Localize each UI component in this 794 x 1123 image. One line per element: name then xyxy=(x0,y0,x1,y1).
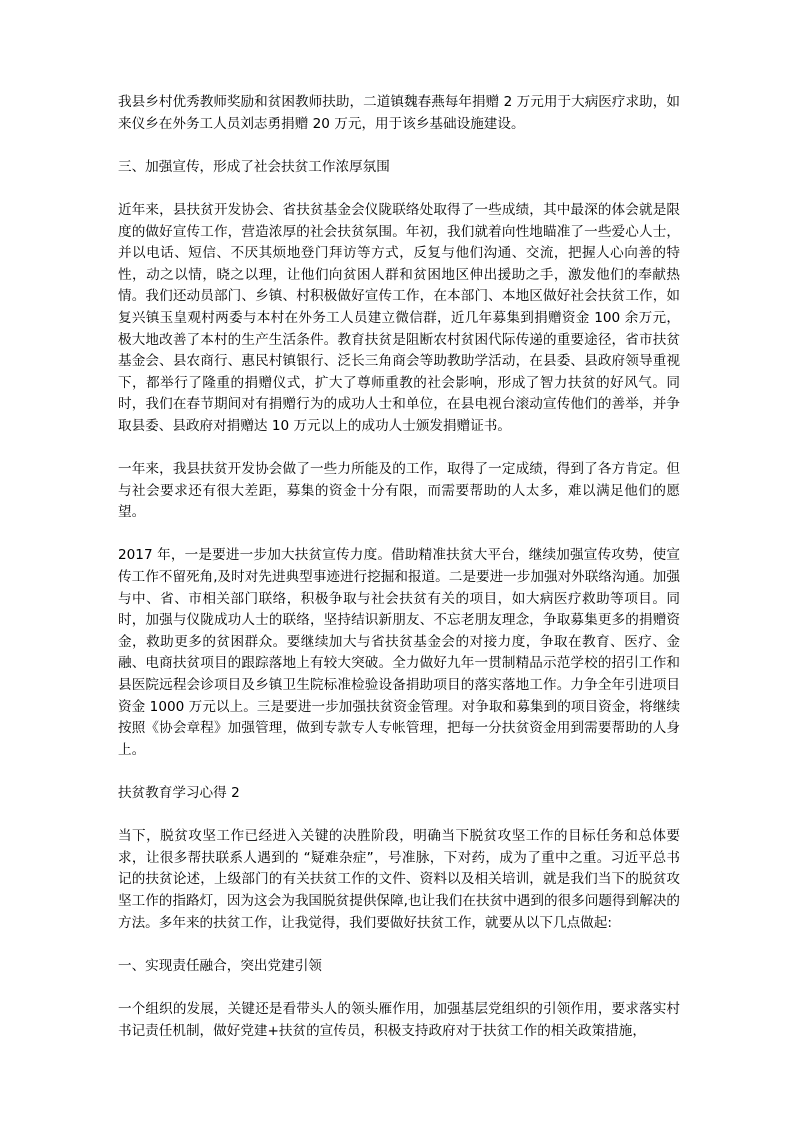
heading-section-three: 三、加强宣传，形成了社会扶贫工作浓厚氛围 xyxy=(118,158,390,175)
paragraph-year-summary: 一年来，我县扶贫开发协会做了一些力所能及的工作，取得了一定成绩，得到了各方肯定。但与社会要求还有很大差距，募集的资金十分有限，而需要帮助的人太多，难以满足他们的愿望。 xyxy=(118,461,680,521)
document-body xyxy=(118,92,680,1064)
paragraph-party-building: 一个组织的发展，关键还是看带头人的领头雁作用，加强基层党组织的引领作用，要求落实村书记责任机制，做好党建+扶贫的宣传员，积极支持政府对于扶贫工作的相关政策措施， xyxy=(118,1000,680,1039)
paragraph-2017-plan: 2017 年，一是要进一步加大扶贫宣传力度。借助精准扶贫大平台，继续加强宣传攻势，使宣传工作不留死角,及时对先进典型事迹进行挖掘和报道。二是要进一步加强对外联络沟通。加强与中、省、市相关部门联络，积极争取与社会扶贫有关的项目，如大病医疗救助等项目。同时，加强与仪陇成功人士的联络，坚持结识新朋友、不忘老朋友理念，争取募集更多的捐赠资金，救助更多的贫困群众。要继续加大与省扶贫基金会的对接力度，争取在教育、医疗、金融、电商扶贫项目的跟踪落地上有较大突破。全力做好九年一贯制精品示范学校的招引工作和县医院远程会诊项目及乡镇卫生院标准检验设备捐助项目的落实落地工作。力争全年引进项目资金 1000 万元以上。三是要进一步加强扶贫资金管理。对争取和募集到的项目资金，将继续按照《协会章程》加强管理，做到专款专人专帐管理，把每一分扶贫资金用到需要帮助的人身上。 xyxy=(118,547,680,758)
paragraph-donations: 我县乡村优秀教师奖励和贫困教师扶助，二道镇魏春燕每年捐赠 2 万元用于大病医疗求助，如来仪乡在外务工人员刘志勇捐赠 20 万元，用于该乡基础设施建设。 xyxy=(118,94,680,132)
heading-section-one: 一、实现责任融合，突出党建引领 xyxy=(118,957,322,974)
paragraph-publicity: 近年来，县扶贫开发协会、省扶贫基金会仪陇联络处取得了一些成绩，其中最深的体会就是限度的做好宣传工作，营造浓厚的社会扶贫氛围。年初，我们就着向性地瞄准了一些爱心人士，并以电话、短信、不厌其烦地登门拜访等方式，反复与他们沟通、交流，把握人心向善的特性，动之以情，晓之以理，让他们向贫困人群和贫困地区伸出援助之手，激发他们的奉献热情。我们还动员部门、乡镇、村积极做好宣传工作，在本部门、本地区做好社会扶贫工作，如复兴镇玉皇观村两委与本村在外务工人员建立微信群，近几年募集到捐赠资金 100 余万元，极大地改善了本村的生产生活条件。教育扶贫是阻断农村贫困代际传递的重要途径，省市扶贫基金会、县农商行、惠民村镇银行、泛长三角商会等助教助学活动，在县委、县政府领导重视下，都举行了隆重的捐赠仪式，扩大了尊师重教的社会影响，形成了智力扶贫的好风气。同时，我们在春节期间对有捐赠行为的成功人士和单位，在县电视台滚动宣传他们的善举，并争取县委、县政府对捐赠达 10 万元以上的成功人士颁发捐赠证书。 xyxy=(118,201,680,434)
paragraph-current-stage: 当下，脱贫攻坚工作已经进入关键的决胜阶段，明确当下脱贫攻坚工作的目标任务和总体要求，让很多帮扶联系人遇到的 “疑难杂症”，号准脉，下对药，成为了重中之重。习近平总书记的扶贫论述，上级部门的有关扶贫工作的文件、资料以及相关培训，就是我们当下的脱贫攻坚工作的指路灯，因为这会为我国脱贫提供保障,也让我们在扶贫中遇到的很多问题得到解决的方法。多年来的扶贫工作，让我觉得，我们要做好扶贫工作，就要从以下几点做起: xyxy=(118,828,680,931)
heading-study-notes-2: 扶贫教育学习心得 2 xyxy=(118,785,240,801)
